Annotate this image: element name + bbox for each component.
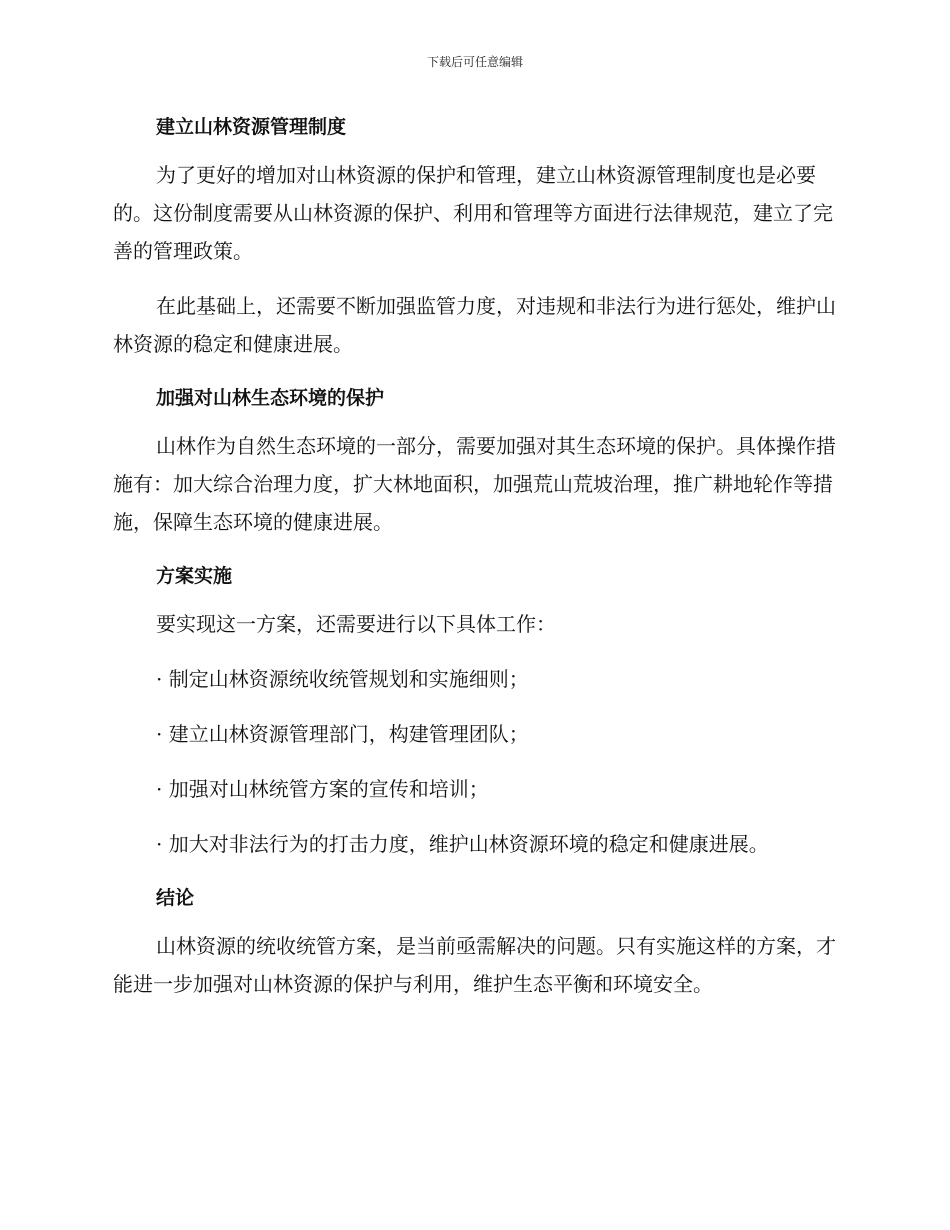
list-item: · 加强对山林统管方案的宣传和培训； (156, 777, 489, 801)
page-header: 下载后可任意编辑 (426, 55, 523, 69)
paragraph: 要实现这一方案，还需要进行以下具体工作： (156, 612, 556, 636)
section-heading-implementation: 方案实施 (156, 565, 233, 587)
list-item: · 加大对非法行为的打击力度，维护山林资源环境的稳定和健康进展。 (156, 832, 769, 856)
document-body (113, 112, 837, 1003)
paragraph: 山林资源的统收统管方案，是当前亟需解决的问题。只有实施这样的方案，才能进一步加强对山林资源的保护与利用，维护生态平衡和环境安全。 (113, 934, 836, 996)
section-heading-ecology-protection: 加强对山林生态环境的保护 (156, 387, 385, 409)
section-heading-conclusion: 结论 (156, 887, 195, 909)
paragraph: 在此基础上，还需要不断加强监管力度，对违规和非法行为进行惩处，维护山林资源的稳定和健康进展。 (113, 294, 836, 356)
list-item: · 建立山林资源管理部门，构建管理团队； (156, 722, 529, 746)
paragraph: 为了更好的增加对山林资源的保护和管理，建立山林资源管理制度也是必要的。这份制度需要从山林资源的保护、利用和管理等方面进行法律规范，建立了完善的管理政策。 (113, 163, 833, 263)
paragraph: 山林作为自然生态环境的一部分，需要加强对其生态环境的保护。具体操作措施有：加大综合治理力度，扩大林地面积，加强荒山荒坡治理，推广耕地轮作等措施，保障生态环境的健康进展。 (113, 434, 836, 534)
list-item: · 制定山林资源统收统管规划和实施细则； (156, 667, 529, 691)
section-heading-management-system: 建立山林资源管理制度 (156, 116, 347, 138)
